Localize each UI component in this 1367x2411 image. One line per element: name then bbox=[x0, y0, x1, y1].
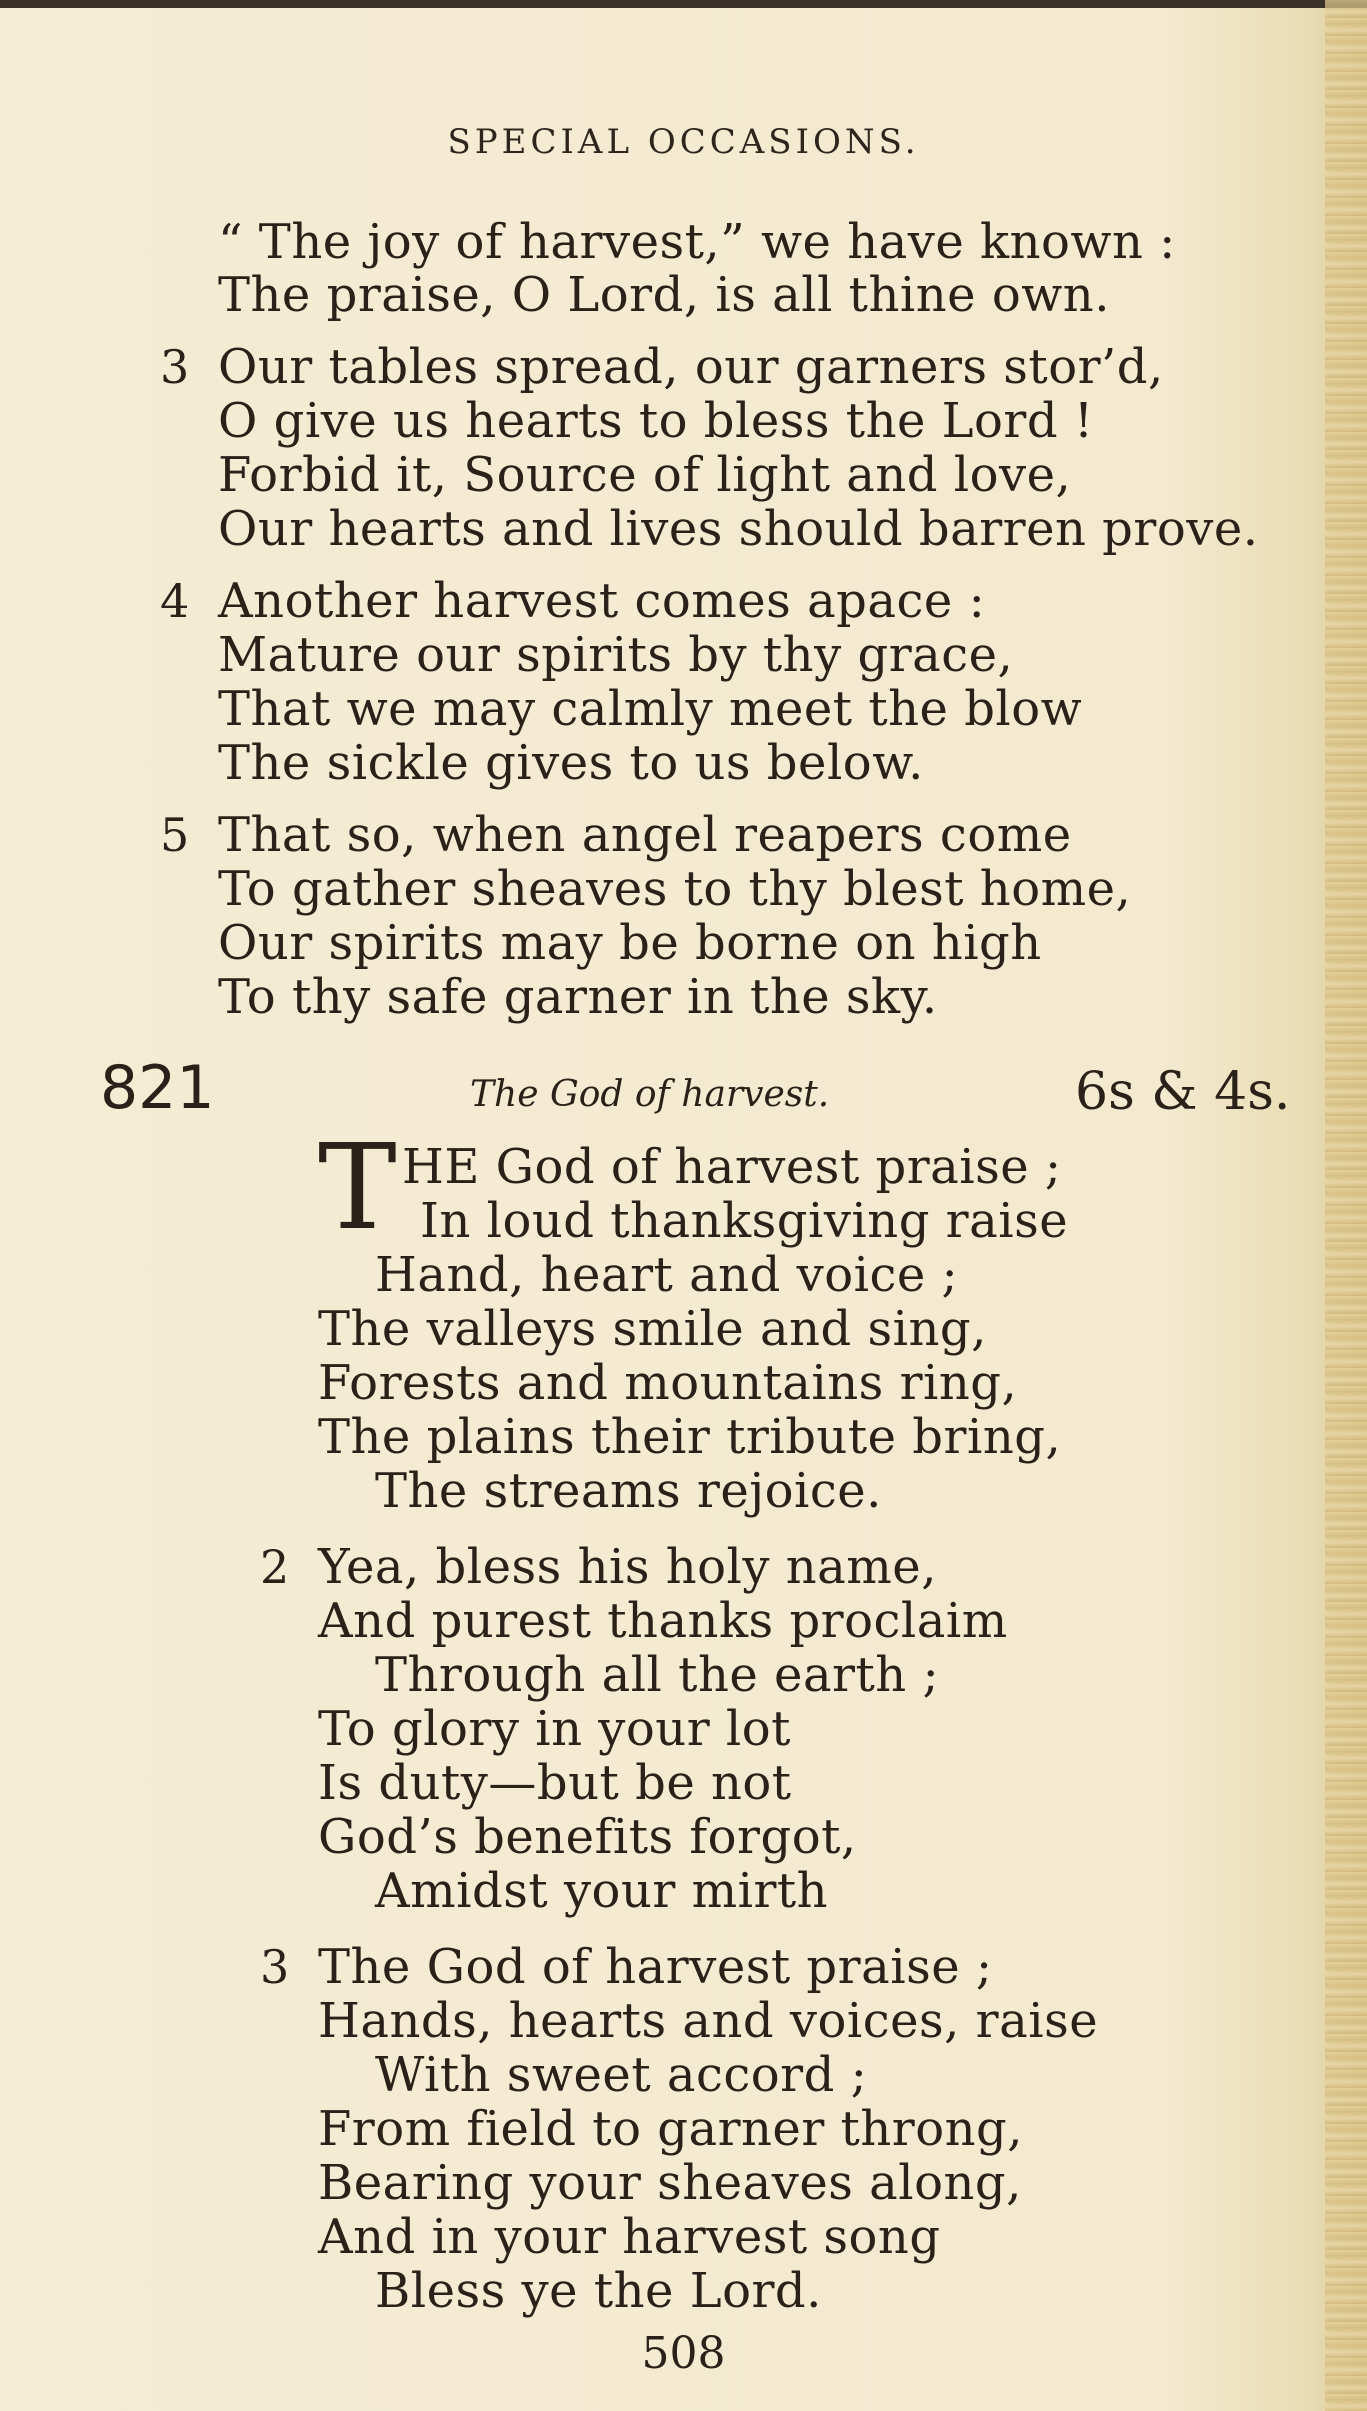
verse-2-line-4: To glory in your lot bbox=[318, 1701, 791, 1757]
prev-verse-4-line-2: Mature our spirits by thy grace, bbox=[218, 627, 1014, 683]
prev-verse-1-line-2: The praise, O Lord, is all thine own. bbox=[218, 267, 1110, 323]
prev-verse-5-line-2: To gather sheaves to thy blest home, bbox=[218, 861, 1132, 917]
verse-1-line-1: HE God of harvest praise ; bbox=[402, 1139, 1062, 1195]
prev-verse-4-line-1: Another harvest comes apace : bbox=[218, 573, 986, 629]
prev-verse-5-line-1: That so, when angel reapers come bbox=[218, 807, 1072, 863]
verse-3-line-7: Bless ye the Lord. bbox=[375, 2263, 822, 2319]
verse-2-number: 2 bbox=[260, 1540, 290, 1594]
verse-1-line-4: The valleys smile and sing, bbox=[318, 1301, 987, 1357]
hymn-title: The God of harvest. bbox=[470, 1074, 830, 1115]
verse-3-line-4: From field to garner throng, bbox=[318, 2101, 1023, 2157]
page-edge bbox=[1325, 0, 1367, 2411]
prev-verse-4-line-4: The sickle gives to us below. bbox=[218, 735, 924, 791]
prev-verse-3-line-2: O give us hearts to bless the Lord ! bbox=[218, 393, 1094, 449]
verse-2-line-7: Amidst your mirth bbox=[375, 1863, 829, 1919]
running-header: SPECIAL OCCASIONS. bbox=[447, 122, 920, 162]
verse-3-line-1: The God of harvest praise ; bbox=[318, 1939, 993, 1995]
drop-cap: T bbox=[318, 1118, 397, 1256]
prev-verse-5-line-3: Our spirits may be borne on high bbox=[218, 915, 1042, 971]
prev-verse-4-number: 4 bbox=[160, 574, 190, 628]
prev-verse-1-line-1: “ The joy of harvest,” we have known : bbox=[218, 214, 1176, 270]
verse-3-line-3: With sweet accord ; bbox=[375, 2047, 868, 2103]
verse-2-line-6: God’s benefits forgot, bbox=[318, 1809, 857, 1865]
prev-verse-5-number: 5 bbox=[160, 808, 190, 862]
verse-2-line-3: Through all the earth ; bbox=[375, 1647, 940, 1703]
verse-1-line-5: Forests and mountains ring, bbox=[318, 1355, 1018, 1411]
verse-1-line-6: The plains their tribute bring, bbox=[318, 1409, 1062, 1465]
page-number: 508 bbox=[641, 2328, 726, 2379]
verse-2-line-2: And purest thanks proclaim bbox=[318, 1593, 1008, 1649]
prev-verse-4-line-3: That we may calmly meet the blow bbox=[218, 681, 1083, 737]
prev-verse-3-line-3: Forbid it, Source of light and love, bbox=[218, 447, 1072, 503]
verse-2-line-1: Yea, bless his holy name, bbox=[318, 1539, 937, 1595]
page-top-border bbox=[0, 0, 1367, 8]
verse-1-line-7: The streams rejoice. bbox=[375, 1463, 882, 1519]
verse-1-line-3: Hand, heart and voice ; bbox=[375, 1247, 959, 1303]
verse-3-number: 3 bbox=[260, 1940, 290, 1994]
verse-2-line-5: Is duty—but be not bbox=[318, 1755, 792, 1811]
prev-verse-5-line-4: To thy safe garner in the sky. bbox=[218, 969, 938, 1025]
hymn-meter: 6s & 4s. bbox=[1075, 1062, 1291, 1122]
prev-verse-3-line-1: Our tables spread, our garners stor’d, bbox=[218, 339, 1164, 395]
prev-verse-3-number: 3 bbox=[160, 340, 190, 394]
hymn-number: 821 bbox=[100, 1053, 215, 1123]
verse-3-line-6: And in your harvest song bbox=[318, 2209, 941, 2265]
verse-1-line-2: In loud thanksgiving raise bbox=[420, 1193, 1069, 1249]
verse-3-line-2: Hands, hearts and voices, raise bbox=[318, 1993, 1099, 2049]
prev-verse-3-line-4: Our hearts and lives should barren prove. bbox=[218, 501, 1259, 557]
verse-3-line-5: Bearing your sheaves along, bbox=[318, 2155, 1022, 2211]
